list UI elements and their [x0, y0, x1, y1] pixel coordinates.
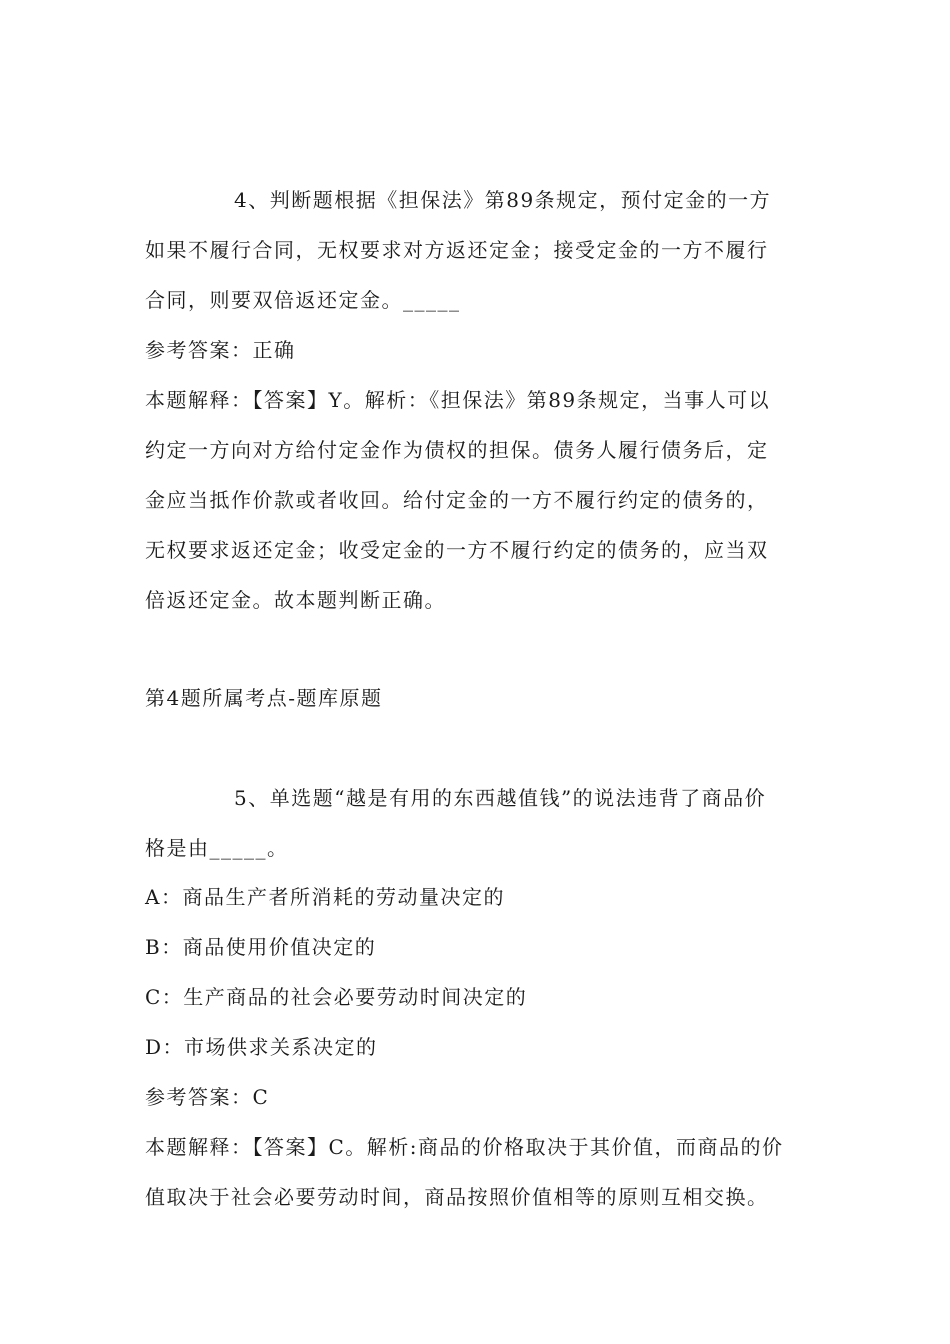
question-4-explanation-line-5: 倍返还定金。故本题判断正确。: [145, 588, 446, 612]
question-4-explanation-line-4: 无权要求返还定金；收受定金的一方不履行约定的债务的，应当双: [145, 538, 769, 562]
question-5-text-line-2: 格是由_____。: [145, 836, 289, 860]
question-4-explanation-line-2: 约定一方向对方给付定金作为债权的担保。债务人履行债务后，定: [145, 438, 769, 462]
question-4-explanation-line-3: 金应当抵作价款或者收回。给付定金的一方不履行约定的债务的，: [145, 488, 769, 512]
question-4-text-line-2: 如果不履行合同，无权要求对方返还定金；接受定金的一方不履行: [145, 238, 769, 262]
question-4-text-line-1: 4、判断题根据《担保法》第89条规定，预付定金的一方: [234, 188, 772, 212]
question-5-explanation-line-2: 值取决于社会必要劳动时间，商品按照价值相等的原则互相交换。: [145, 1185, 769, 1209]
question-5-option-d: D：市场供求关系决定的: [145, 1035, 378, 1059]
question-4-explanation-line-1: 本题解释：【答案】Y。解析：《担保法》第89条规定，当事人可以: [145, 388, 771, 412]
question-5-answer: 参考答案：C: [145, 1085, 270, 1109]
question-5-option-c: C：生产商品的社会必要劳动时间决定的: [145, 985, 528, 1009]
question-5-option-b: B：商品使用价值决定的: [145, 935, 377, 959]
question-4-answer: 参考答案：正确: [145, 338, 296, 362]
question-5-text-line-1: 5、单选题“越是有用的东西越值钱”的说法违背了商品价: [234, 786, 767, 810]
question-4-source: 第4题所属考点-题库原题: [145, 686, 383, 710]
question-4-text-line-3: 合同，则要双倍返还定金。_____: [145, 288, 461, 312]
question-5-explanation-line-1: 本题解释：【答案】C。解析:商品的价格取决于其价值，而商品的价: [145, 1135, 784, 1159]
question-5-option-a: A：商品生产者所消耗的劳动量决定的: [145, 885, 505, 909]
